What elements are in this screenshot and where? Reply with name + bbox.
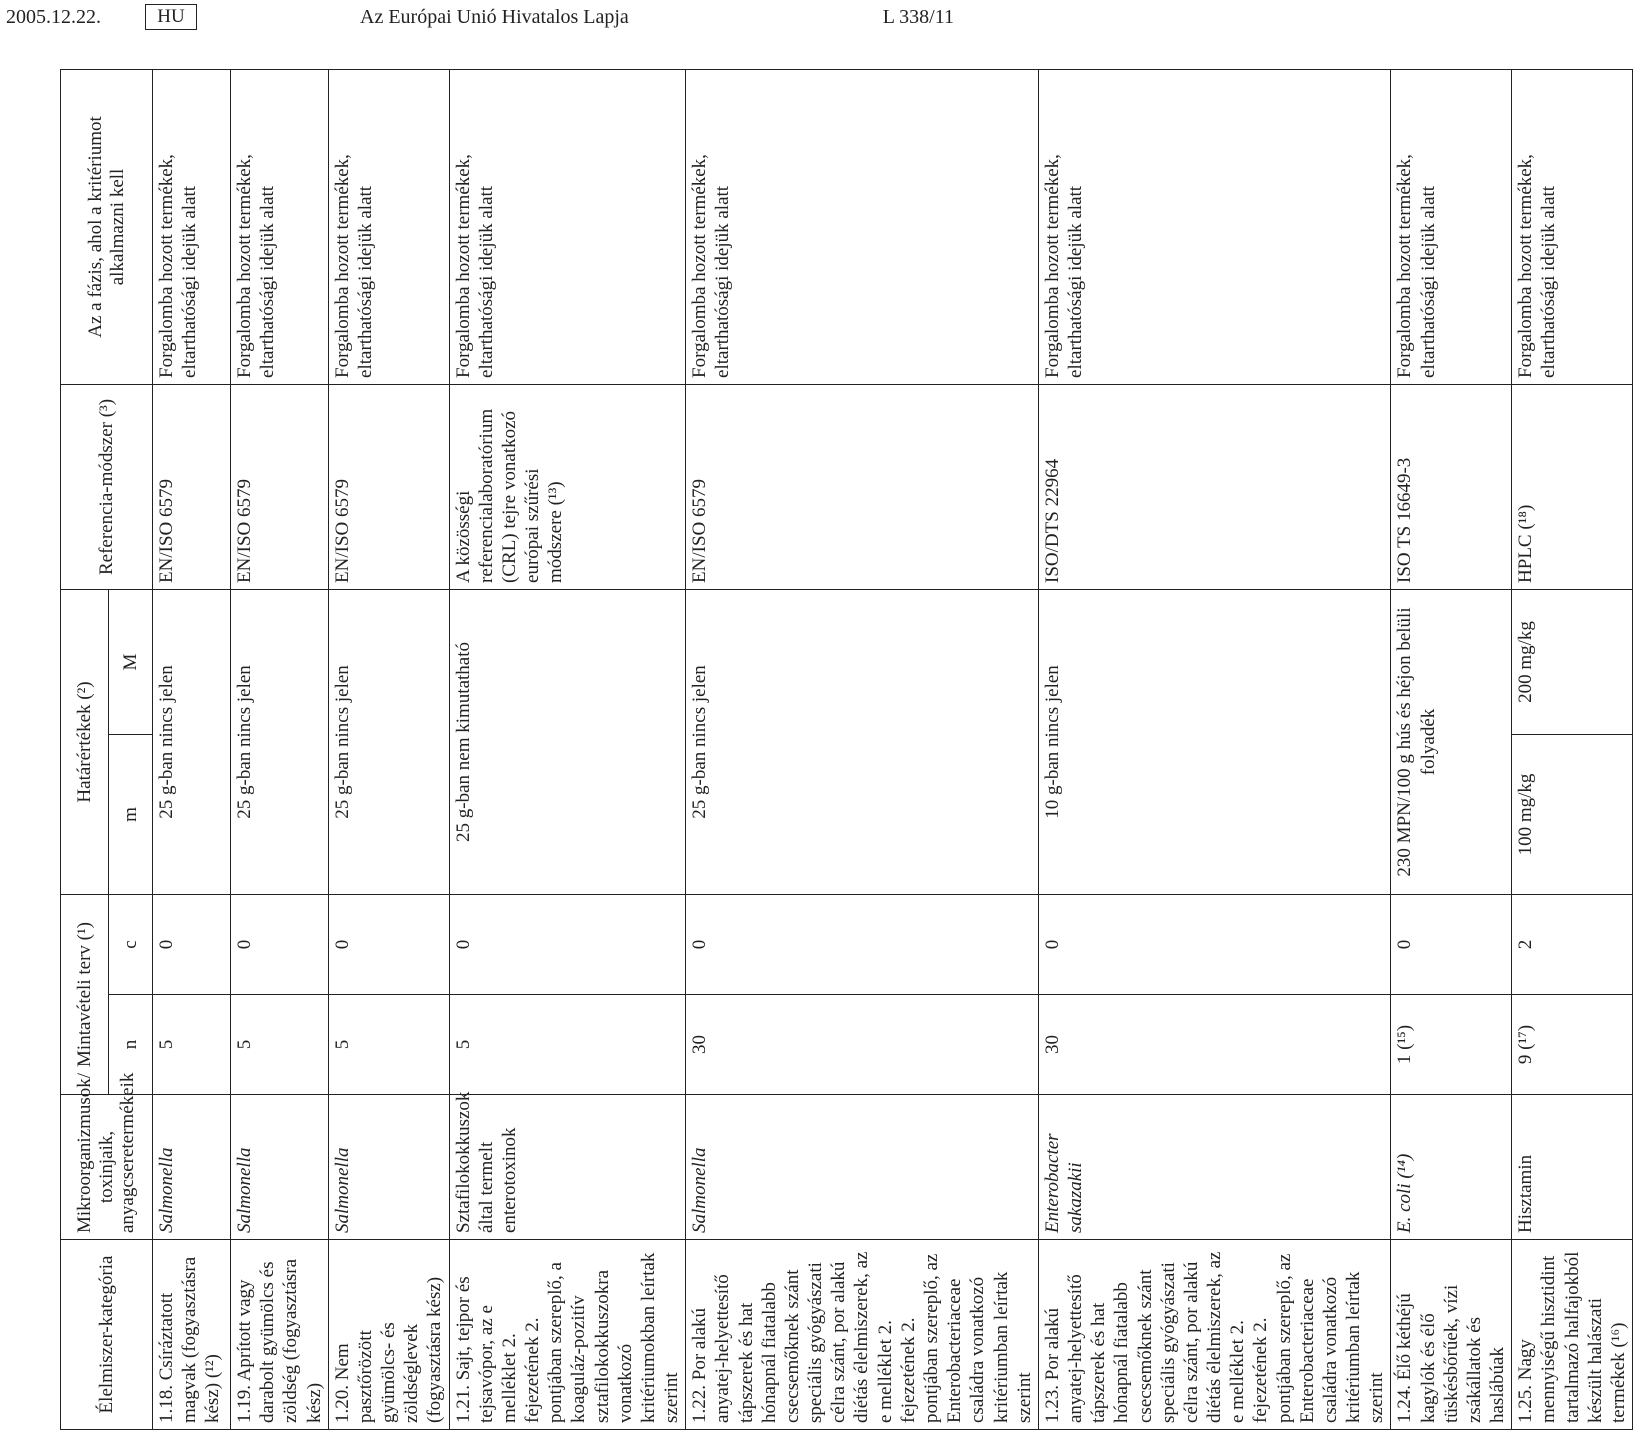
cell-reference-method: HPLC (¹⁸) — [1512, 384, 1633, 589]
journal-title: Az Európai Unió Hivatalos Lapja — [360, 6, 629, 28]
cell-n: 5 — [328, 995, 449, 1095]
cell-microorganism: E. coli (¹⁴) — [1391, 1095, 1512, 1240]
cell-category: 1.21. Sajt, tejpor és tejsavópor, az e melléklet 2. fejezetének 2. pontjában szereplő, a koaguláz-pozitív sztafilokokkuszokra vonatkozó kritériumokban leírtak szerint — [449, 1240, 686, 1430]
cell-n: 30 — [686, 995, 1039, 1095]
cell-application-stage: Forgalomba hozott termékek, eltarthatósági idejük alatt — [1512, 69, 1633, 384]
cell-microorganism: Salmonella — [686, 1095, 1039, 1240]
cell-reference-method: ISO TS 16649-3 — [1391, 384, 1512, 589]
cell-n: 30 — [1038, 995, 1391, 1095]
cell-limit-merged: 25 g-ban nincs jelen — [328, 589, 449, 894]
header-stage: Az a fázis, ahol a kritériumot alkalmazni kell — [61, 69, 153, 384]
cell-microorganism: Hisztamin — [1512, 1095, 1633, 1240]
cell-application-stage: Forgalomba hozott termékek, eltarthatósági idejük alatt — [231, 69, 329, 384]
language-code-box: HU — [145, 4, 197, 30]
header-category: Élelmiszer-kategória — [61, 1240, 153, 1430]
cell-application-stage: Forgalomba hozott termékek, eltarthatósági idejük alatt — [1391, 69, 1512, 384]
cell-c: 0 — [1038, 894, 1391, 994]
cell-reference-method: ISO/DTS 22964 — [1038, 384, 1391, 589]
cell-c: 0 — [449, 894, 686, 994]
cell-m: 100 mg/kg — [1512, 734, 1633, 894]
cell-reference-method: EN/ISO 6579 — [231, 384, 329, 589]
page-header — [0, 0, 960, 40]
cell-limit-merged: 25 g-ban nincs jelen — [153, 589, 231, 894]
table-row — [153, 69, 231, 1429]
cell-category: 1.22. Por alakú anyatej-helyettesítő tápszerek és hat hónapnál fiatalabb csecsemőknek szánt speciális gyógyászati célra szánt, por alakú diétás élelmiszerek, az e melléklet 2. fejezetének 2. pontjában szereplő, az Enterobacteriaceae családra vonatkozó kritériumban leírtak szerint — [686, 1240, 1039, 1430]
cell-microorganism: Enterobacter sakazakii — [1038, 1095, 1391, 1240]
header-m: m — [109, 734, 153, 894]
cell-limit-merged: 25 g-ban nincs jelen — [686, 589, 1039, 894]
cell-category: 1.19. Aprított vagy darabolt gyümölcs és zöldség (fogyasztásra kész) — [231, 1240, 329, 1430]
cell-reference-method: EN/ISO 6579 — [328, 384, 449, 589]
cell-c: 0 — [153, 894, 231, 994]
header-limits: Határértékek (²) — [61, 589, 109, 894]
cell-n: 5 — [153, 995, 231, 1095]
cell-reference-method: EN/ISO 6579 — [686, 384, 1039, 589]
criteria-table-body — [153, 69, 1633, 1429]
table-row — [1391, 69, 1512, 1429]
page-number: L 338/11 — [882, 6, 954, 28]
cell-c: 0 — [328, 894, 449, 994]
header-M: M — [109, 589, 153, 734]
table-row — [1512, 69, 1633, 1429]
cell-M: 200 mg/kg — [1512, 589, 1633, 734]
table-row — [1038, 69, 1391, 1429]
cell-n: 5 — [449, 995, 686, 1095]
cell-limit-merged: 230 MPN/100 g hús és héjon belüli folyadék — [1391, 589, 1512, 894]
header-n: n — [109, 995, 153, 1095]
cell-application-stage: Forgalomba hozott termékek, eltarthatósági idejük alatt — [686, 69, 1039, 384]
cell-c: 0 — [686, 894, 1039, 994]
table-row — [449, 69, 686, 1429]
cell-microorganism: Sztafilokokkuszok által termelt enterotoxinok — [449, 1095, 686, 1240]
cell-application-stage: Forgalomba hozott termékek, eltarthatósági idejük alatt — [153, 69, 231, 384]
cell-category: 1.23. Por alakú anyatej-helyettesítő tápszerek és hat hónapnál fiatalabb csecsemőknek szánt speciális gyógyászati célra szánt, por alakú diétás élelmiszerek, az e melléklet 2. fejezetének 2. pontjában szereplő, az Enterobacteriaceae családra vonatkozó kritériumban leírtak szerint — [1038, 1240, 1391, 1430]
cell-limit-merged: 25 g-ban nincs jelen — [231, 589, 329, 894]
table-row — [686, 69, 1039, 1429]
cell-category: 1.18. Csíráztatott magvak (fogyasztásra kész) (¹²) — [153, 1240, 231, 1430]
rotated-table-container — [60, 70, 1629, 1430]
header-c: c — [109, 894, 153, 994]
cell-application-stage: Forgalomba hozott termékek, eltarthatósági idejük alatt — [1038, 69, 1391, 384]
cell-n: 5 — [231, 995, 329, 1095]
header-sampling: Mintavételi terv (¹) — [61, 894, 109, 1094]
criteria-table — [60, 69, 1633, 1430]
table-row — [231, 69, 329, 1429]
table-row — [328, 69, 449, 1429]
criteria-table-wrapper — [60, 70, 1629, 1430]
cell-category: 1.24. Élő kéthéjú kagylók és élő tüskésbőrűek, vízi zsákállatok és haslábúak — [1391, 1240, 1512, 1430]
cell-c: 0 — [231, 894, 329, 994]
cell-microorganism: Salmonella — [231, 1095, 329, 1240]
cell-reference-method: A közösségi referencialaboratórium (CRL) tejre vonatkozó európai szűrési módszere (¹³) — [449, 384, 686, 589]
cell-category: 1.25. Nagy mennyiségű hisztidint tartalmazó halfajokból készült halászati termékek (¹⁶) — [1512, 1240, 1633, 1430]
cell-application-stage: Forgalomba hozott termékek, eltarthatósági idejük alatt — [449, 69, 686, 384]
cell-c: 2 — [1512, 894, 1633, 994]
cell-category: 1.20. Nem pasztőrözött gyümölcs- és zöldséglevek (fogyasztásra kész) — [328, 1240, 449, 1430]
cell-microorganism: Salmonella — [328, 1095, 449, 1240]
cell-application-stage: Forgalomba hozott termékek, eltarthatósági idejük alatt — [328, 69, 449, 384]
cell-limit-merged: 25 g-ban nem kimutatható — [449, 589, 686, 894]
header-method: Referencia-módszer (³) — [61, 384, 153, 589]
header-micro: Mikroorganizmusok/ toxinjaik, anyagcseretermékeik — [61, 1095, 153, 1240]
cell-reference-method: EN/ISO 6579 — [153, 384, 231, 589]
cell-n: 9 (¹⁷) — [1512, 995, 1633, 1095]
cell-c: 0 — [1391, 894, 1512, 994]
publication-date: 2005.12.22. — [6, 6, 101, 28]
cell-limit-merged: 10 g-ban nincs jelen — [1038, 589, 1391, 894]
cell-microorganism: Salmonella — [153, 1095, 231, 1240]
cell-n: 1 (¹⁵) — [1391, 995, 1512, 1095]
